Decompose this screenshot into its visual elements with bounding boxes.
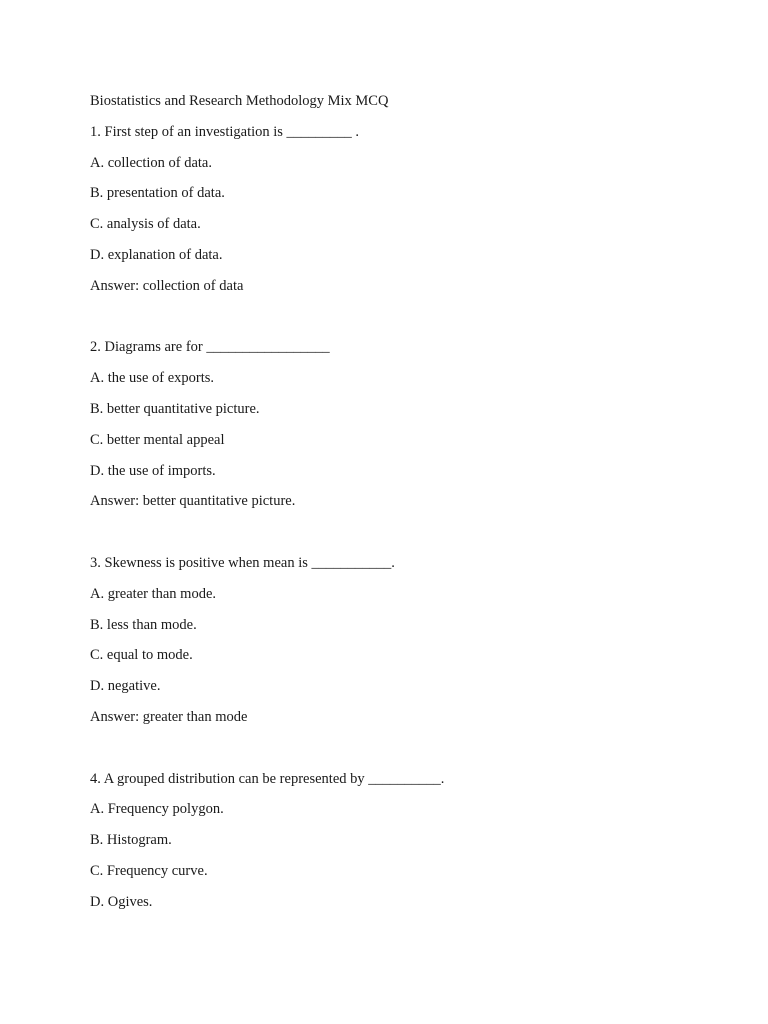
question-text: 4. A grouped distribution can be represented by __________. <box>90 770 445 787</box>
option-a: A. Frequency polygon. <box>90 801 224 818</box>
question-block <box>90 123 710 295</box>
option-d: D. negative. <box>90 678 161 695</box>
option-c: C. better mental appeal <box>90 431 225 448</box>
option-a: A. the use of exports. <box>90 370 215 387</box>
document-title: Biostatistics and Research Methodology Mix MCQ <box>90 93 389 109</box>
question-block <box>90 770 710 911</box>
option-d: D. the use of imports. <box>90 462 216 479</box>
option-c: C. equal to mode. <box>90 647 193 664</box>
option-a: A. greater than mode. <box>90 585 217 602</box>
question-text: 2. Diagrams are for _________________ <box>90 339 330 356</box>
question-block <box>90 554 710 726</box>
option-b: B. Histogram. <box>90 832 172 849</box>
option-b: B. presentation of data. <box>90 185 225 202</box>
option-d: D. Ogives. <box>90 893 153 910</box>
question-block <box>90 338 710 510</box>
spacer <box>90 523 710 554</box>
answer-text: Answer: greater than mode <box>90 708 248 725</box>
question-text: 3. Skewness is positive when mean is ___________. <box>90 554 395 571</box>
question-text: 1. First step of an investigation is _________ . <box>90 123 360 140</box>
option-a: A. collection of data. <box>90 154 212 171</box>
spacer <box>90 308 710 339</box>
spacer <box>90 739 710 770</box>
answer-text: Answer: collection of data <box>90 277 244 294</box>
option-b: B. better quantitative picture. <box>90 400 260 417</box>
answer-text: Answer: better quantitative picture. <box>90 493 296 510</box>
option-c: C. Frequency curve. <box>90 862 208 879</box>
option-c: C. analysis of data. <box>90 216 201 233</box>
document-page <box>90 92 710 924</box>
option-b: B. less than mode. <box>90 616 197 633</box>
option-d: D. explanation of data. <box>90 246 223 263</box>
